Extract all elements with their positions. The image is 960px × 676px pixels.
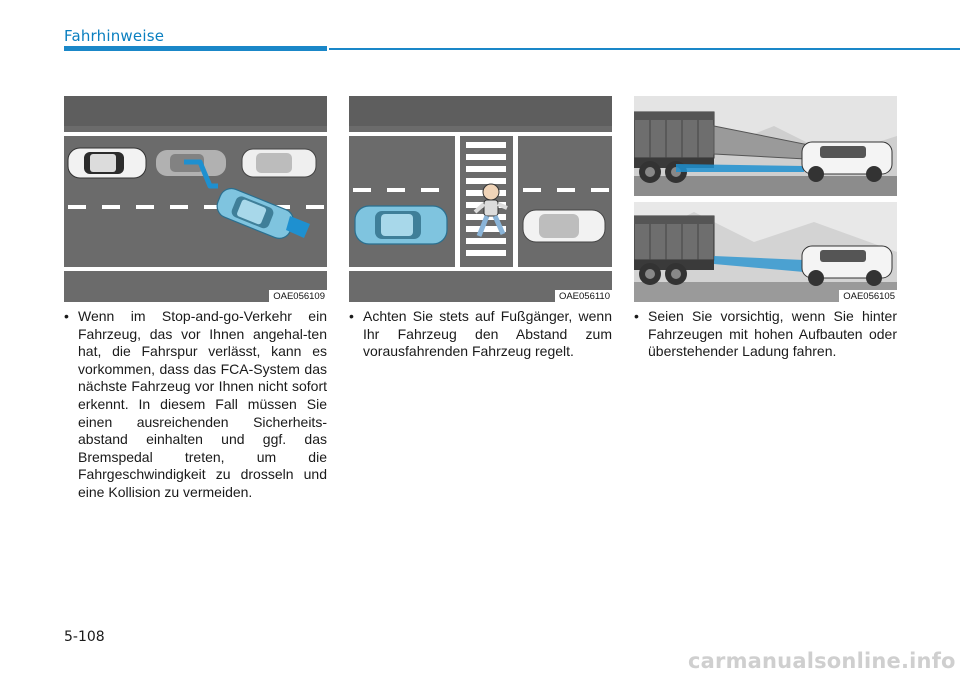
car-front-right bbox=[242, 149, 316, 177]
header-rule-thick bbox=[64, 46, 327, 51]
page-number: 5-108 bbox=[64, 629, 105, 645]
header-rule-thin bbox=[329, 48, 960, 50]
bullet-item: • Wenn im Stop-and-go-Verkehr ein Fahrzeug, das vor Ihnen angehal-ten hat, die Fahrspur verlässt, kann es vorkommen, dass das FCA-System das nächste Fahrzeug vor Ihnen nicht sofort erkennt. In diesem Fall müssen Sie einen ausreichenden Sicherheits-abstand einhalten und ggf. das Bremspedal treten, um die Fahrgeschwindigkeit zu drosseln und eine Kollision zu vermeiden. bbox=[64, 308, 327, 502]
car-front-left bbox=[68, 148, 146, 178]
bullet-item: • Seien Sie vorsichtig, wenn Sie hinter Fahrzeugen mit hohen Aufbauten oder überstehender Ladung fahren. bbox=[634, 308, 897, 361]
car-ahead bbox=[523, 210, 605, 242]
truck-panel-bottom bbox=[634, 202, 897, 302]
bullet-item: • Achten Sie stets auf Fußgänger, wenn Ihr Fahrzeug den Abstand zum vorausfahrenden Fahrzeug regelt. bbox=[349, 308, 612, 361]
truck-illustration bbox=[634, 96, 897, 302]
column-1-text bbox=[64, 308, 327, 502]
watermark: carmanualsonline.info bbox=[688, 649, 956, 673]
truck-panel-top bbox=[634, 96, 897, 196]
column-2-text bbox=[349, 308, 612, 361]
figure-label: OAE056110 bbox=[555, 290, 612, 302]
figure-pedestrian bbox=[349, 96, 612, 302]
section-title: Fahrhinweise bbox=[64, 27, 165, 45]
figure-truck bbox=[634, 96, 897, 302]
own-car bbox=[355, 206, 447, 244]
figure-label: OAE056109 bbox=[269, 290, 327, 302]
lane-change-illustration bbox=[64, 96, 327, 302]
pedestrian-illustration bbox=[349, 96, 612, 302]
column-3-text bbox=[634, 308, 897, 361]
figure-lane-change bbox=[64, 96, 327, 302]
figure-label: OAE056105 bbox=[839, 290, 897, 302]
